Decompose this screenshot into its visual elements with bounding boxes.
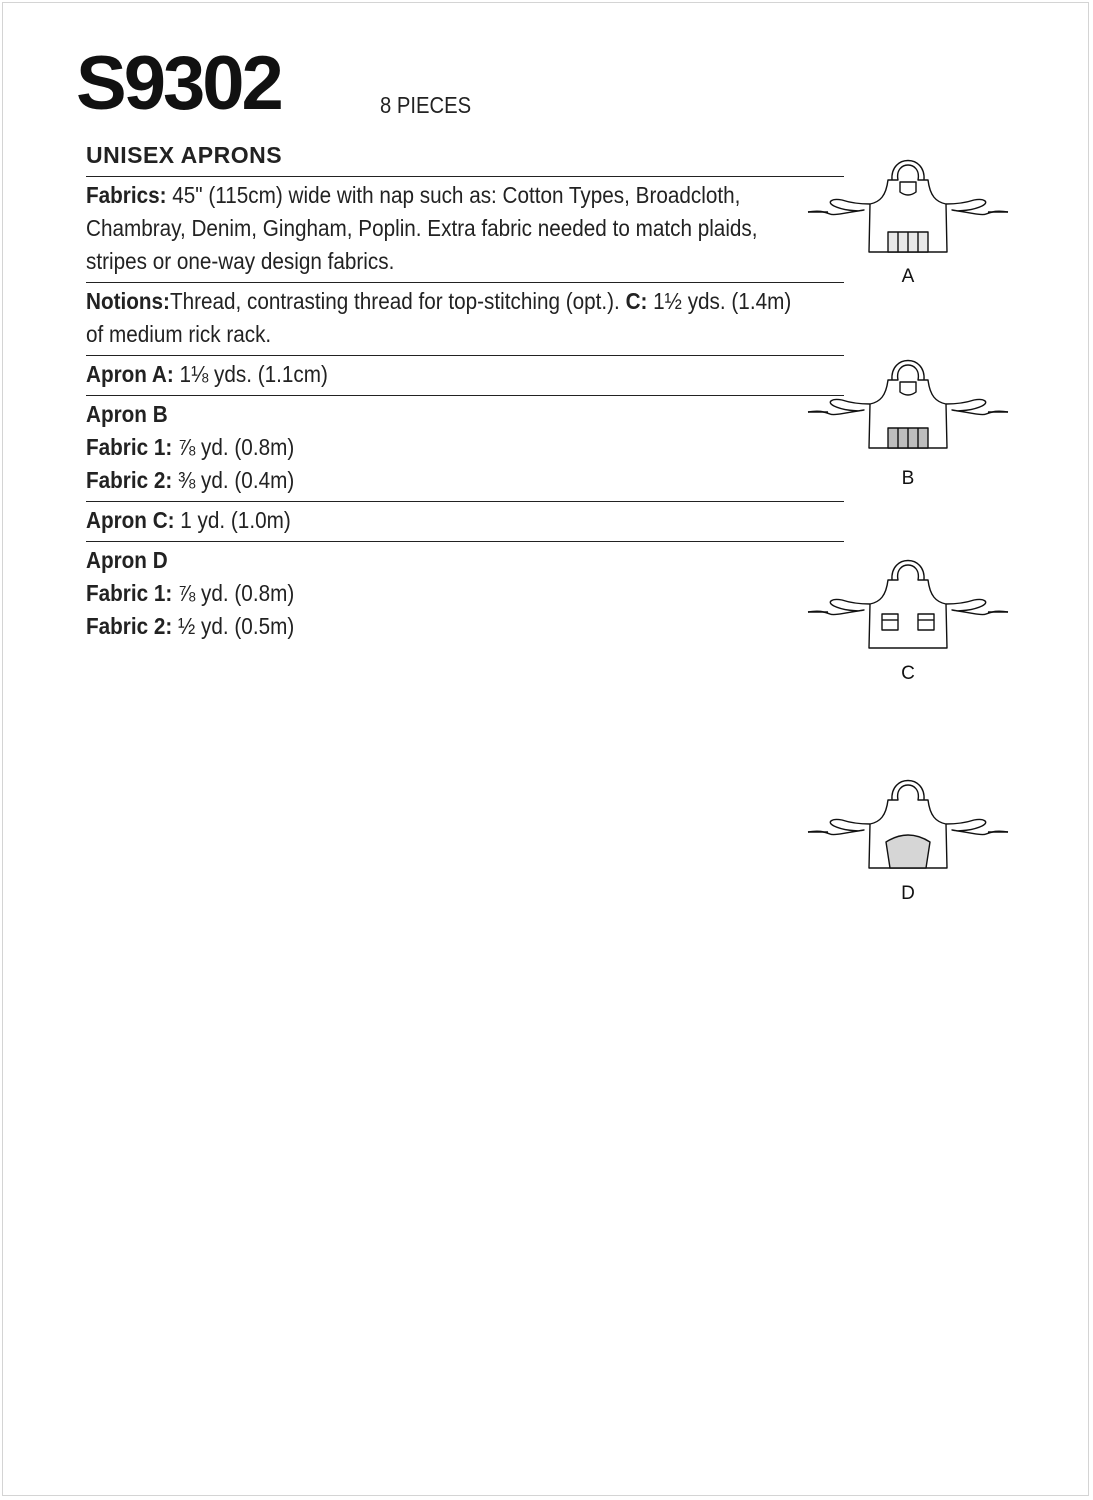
pattern-number: S9302 <box>76 41 281 126</box>
fabric-requirements <box>86 137 846 647</box>
apron-a-illustration <box>806 152 1010 257</box>
apron-a-label: Apron A: <box>86 361 174 387</box>
notions-label: Notions: <box>86 288 170 314</box>
view-b-label: B <box>901 468 915 489</box>
pattern-title: UNISEX APRONS <box>86 142 283 168</box>
view-c-label: C <box>901 663 915 684</box>
apron-c-illustration <box>806 552 1010 657</box>
apron-c-value: 1 yd. (1.0m) <box>180 507 291 533</box>
apron-c-label: Apron C: <box>86 507 175 533</box>
apron-b-fabric2-value: ⅜ yd. (0.4m) <box>178 467 295 493</box>
apron-d-section <box>86 542 846 647</box>
fabrics-line-3: stripes or one-way design fabrics. <box>86 248 395 274</box>
apron-b-illustration <box>806 352 1010 457</box>
apron-b-fabric1-value: ⅞ yd. (0.8m) <box>178 434 295 460</box>
apron-b-label: Apron B <box>86 401 168 427</box>
view-d-label: D <box>901 883 915 904</box>
apron-b-fabric2-label: Fabric 2: <box>86 467 173 493</box>
fabrics-section <box>86 177 846 282</box>
notions-text: Thread, contrasting thread for top-stitching (opt.). <box>169 288 620 314</box>
apron-d-fabric2-label: Fabric 2: <box>86 613 173 639</box>
apron-a-section <box>86 356 846 395</box>
apron-d-illustration <box>806 772 1010 877</box>
fabrics-label: Fabrics: <box>86 182 167 208</box>
apron-d-fabric1-value: ⅞ yd. (0.8m) <box>178 580 295 606</box>
apron-d-label: Apron D <box>86 547 168 573</box>
notions-c-label: C: <box>625 288 648 314</box>
apron-d-fabric1-label: Fabric 1: <box>86 580 173 606</box>
notions-section <box>86 283 846 355</box>
view-a-label: A <box>901 266 915 287</box>
notions-line-2: of medium rick rack. <box>86 321 272 347</box>
notions-c-text: 1½ yds. (1.4m) <box>653 288 792 314</box>
apron-a-value: 1⅛ yds. (1.1cm) <box>179 361 328 387</box>
apron-b-section <box>86 396 846 501</box>
apron-b-fabric1-label: Fabric 1: <box>86 434 173 460</box>
fabrics-line-2: Chambray, Denim, Gingham, Poplin. Extra fabric needed to match plaids, <box>86 215 758 241</box>
apron-c-section <box>86 502 846 541</box>
pieces-count: 8 PIECES <box>380 92 472 118</box>
apron-d-fabric2-value: ½ yd. (0.5m) <box>178 613 295 639</box>
fabrics-line-1: 45" (115cm) wide with nap such as: Cotton Types, Broadcloth, <box>172 182 741 208</box>
